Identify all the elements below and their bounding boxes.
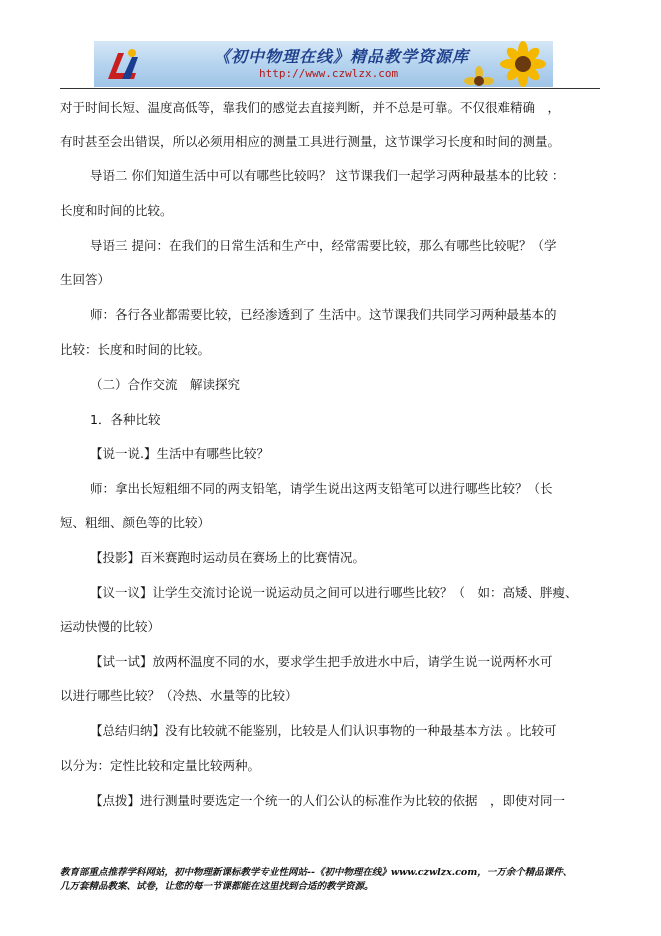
- banner-url: http://www.czwlzx.com: [259, 67, 399, 80]
- text-line: 生回答）: [60, 272, 111, 287]
- text-line: 师：拿出长短粗细不同的两支铅笔，请学生说出这两支铅笔可以进行哪些比较？（长: [90, 481, 553, 496]
- text-line: 【议一议】让学生交流讨论说一说运动员之间可以进行哪些比较？（ 如：高矮、胖瘦、: [90, 585, 578, 600]
- sunflower-image: [461, 41, 551, 87]
- subsection-heading: 1．各种比较: [90, 412, 161, 427]
- text-line: 导语三 提问：在我们的日常生活和生产中，经常需要比较，那么有哪些比较呢？（学: [90, 238, 557, 253]
- text-line: 【投影】百米赛跑时运动员在赛场上的比赛情况。: [90, 550, 366, 565]
- footer-line-1: 教育部重点推荐学科网站，初中物理新课标教学专业性网站--《初中物理在线》www.czwlzx.com，一万余个精品课件、: [60, 867, 573, 878]
- text-line: 以分为：定性比较和定量比较两种。: [60, 758, 261, 773]
- text-line: 【点拨】进行测量时要选定一个统一的人们公认的标准作为比较的依据 ，即使对同一: [90, 793, 566, 808]
- text-line: 运动快慢的比较）: [60, 619, 161, 634]
- text-line: 以进行哪些比较？（冷热、水量等的比较）: [60, 688, 298, 703]
- header-rule: [60, 88, 600, 89]
- text-line: 比较：长度和时间的比较。: [60, 342, 211, 357]
- footer-line-2: 几万套精品教案、试卷，让您的每一节课都能在这里找到合适的教学资源。: [60, 881, 374, 892]
- site-logo: [102, 45, 142, 83]
- text-line: 【总结归纳】没有比较就不能鉴别，比较是人们认识事物的一种最基本方法 。比较可: [90, 723, 557, 738]
- banner-title: 《初中物理在线》精品教学资源库: [214, 47, 470, 66]
- text-line: 【试一试】放两杯温度不同的水，要求学生把手放进水中后，请学生说一说两杯水可: [90, 654, 553, 669]
- section-heading: （二）合作交流 解读探究: [90, 377, 241, 392]
- text-line: 【说一说.】生活中有哪些比较？: [90, 446, 269, 461]
- text-line: 师：各行各业都需要比较，已经渗透到了 生活中。这节课我们共同学习两种最基本的: [90, 307, 557, 322]
- text-line: 有时甚至会出错误，所以必须用相应的测量工具进行测量，这节课学习长度和时间的测量。: [60, 134, 561, 149]
- header-banner: [94, 41, 553, 87]
- text-line: 短、粗细、颜色等的比较）: [60, 515, 211, 530]
- text-line: 长度和时间的比较。: [60, 203, 173, 218]
- text-line: 对于时间长短、温度高低等，靠我们的感觉去直接判断，并不总是可靠。不仅很难精确 ，: [60, 100, 561, 115]
- text-line: 导语二 你们知道生活中可以有哪些比较吗？ 这节课我们一起学习两种最基本的比较 ：: [90, 168, 565, 183]
